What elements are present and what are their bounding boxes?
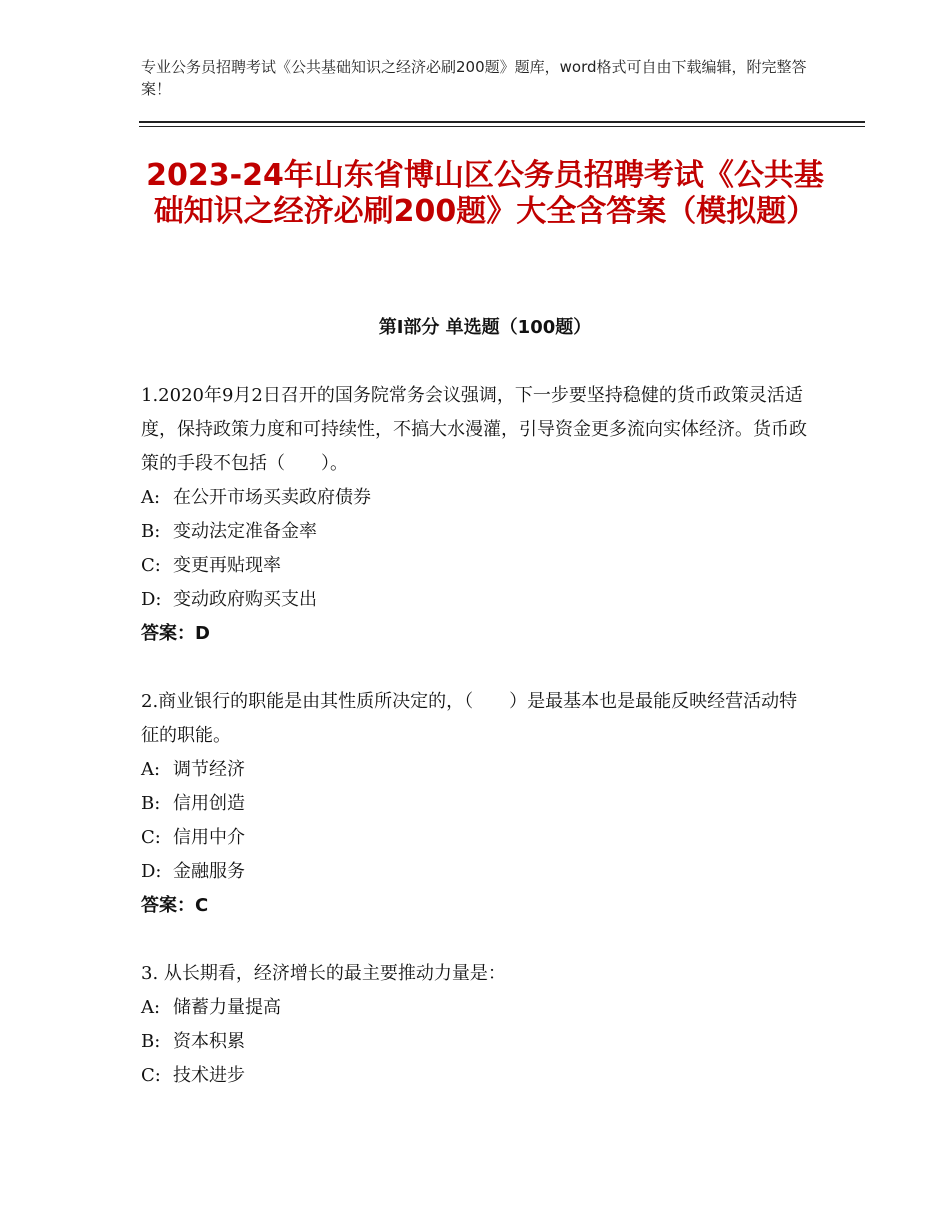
option-text: 信用中介: [173, 827, 245, 848]
option-letter: C:: [141, 555, 161, 576]
option-text: 资本积累: [173, 1031, 245, 1052]
option-text: 技术进步: [173, 1065, 245, 1086]
option-letter: A:: [141, 487, 161, 508]
option-letter: B:: [141, 1031, 161, 1052]
question-3: [141, 957, 813, 1093]
question-stem: 1.2020年9月2日召开的国务院常务会议强调，下一步要坚持稳健的货币政策灵活适度，保持政策力度和可持续性，不搞大水漫灌，引导资金更多流向实体经济。货币政策的手段不包括（ ）。: [141, 385, 807, 474]
option-a: [141, 991, 813, 1025]
section-title: 第I部分 单选题（100题）: [378, 317, 592, 338]
option-letter: A:: [141, 759, 161, 780]
option-b: [141, 515, 813, 549]
question-stem: 3. 从长期看，经济增长的最主要推动力量是：: [141, 963, 506, 984]
option-letter: A:: [141, 997, 161, 1018]
option-text: 信用创造: [173, 793, 245, 814]
option-text: 调节经济: [173, 759, 245, 780]
option-text: 变动政府购买支出: [173, 589, 317, 610]
question-1: [141, 379, 813, 651]
document-title: 2023-24年山东省博山区公务员招聘考试《公共基础知识之经济必刷200题》大全含答案（模拟题）: [146, 158, 824, 229]
option-letter: B:: [141, 793, 161, 814]
option-c: [141, 821, 813, 855]
option-letter: D:: [141, 589, 162, 610]
option-d: [141, 583, 813, 617]
option-letter: C:: [141, 827, 161, 848]
option-text: 在公开市场买卖政府债券: [173, 487, 371, 508]
option-letter: C:: [141, 1065, 161, 1086]
header-divider-thin: [139, 126, 865, 127]
option-c: [141, 549, 813, 583]
option-text: 储蓄力量提高: [173, 997, 281, 1018]
question-2: [141, 685, 813, 923]
answer-line: 答案：D: [141, 623, 210, 644]
option-b: [141, 787, 813, 821]
option-text: 金融服务: [173, 861, 245, 882]
option-text: 变更再贴现率: [173, 555, 281, 576]
option-b: [141, 1025, 813, 1059]
option-c: [141, 1059, 813, 1093]
option-letter: D:: [141, 861, 162, 882]
option-d: [141, 855, 813, 889]
question-list: [141, 379, 813, 1127]
question-stem: 2.商业银行的职能是由其性质所决定的，（ ）是最基本也是最能反映经营活动特征的职能。: [141, 691, 798, 746]
option-text: 变动法定准备金率: [173, 521, 317, 542]
option-letter: B:: [141, 521, 161, 542]
header-note: 专业公务员招聘考试《公共基础知识之经济必刷200题》题库，word格式可自由下载编辑，附完整答案！: [141, 58, 807, 98]
option-a: [141, 481, 813, 515]
header-divider-thick: [139, 121, 865, 123]
answer-line: 答案：C: [141, 895, 209, 916]
option-a: [141, 753, 813, 787]
